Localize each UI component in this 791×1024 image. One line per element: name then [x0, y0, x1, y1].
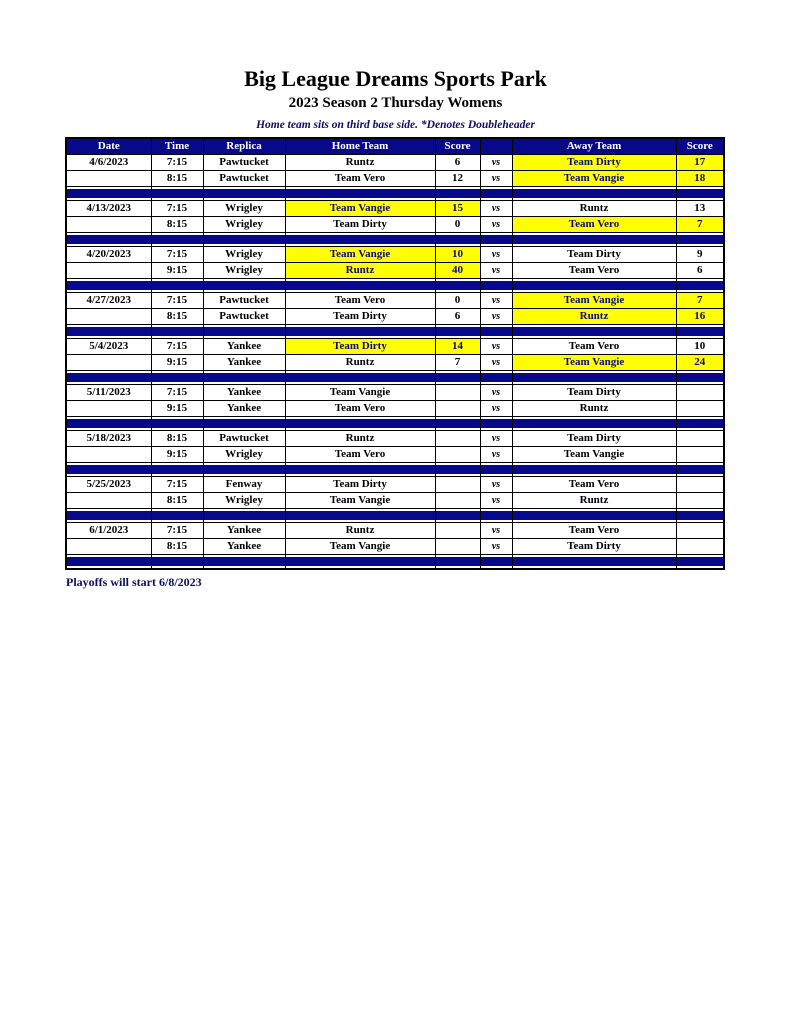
time-cell: 7:15 — [151, 477, 203, 493]
time-cell: 8:15 — [151, 309, 203, 325]
separator-cell — [66, 509, 151, 523]
game-row — [66, 309, 724, 325]
vs-label: vs — [480, 431, 512, 447]
col-header-away-score: Score — [676, 138, 724, 155]
separator-cell — [512, 509, 676, 523]
home-team-cell: Team Dirty — [285, 309, 435, 325]
vs-label: vs — [480, 447, 512, 463]
separator-row — [66, 233, 724, 247]
separator-cell — [480, 417, 512, 431]
separator-cell — [285, 279, 435, 293]
game-row — [66, 293, 724, 309]
vs-label: vs — [480, 339, 512, 355]
away-team-cell: Runtz — [512, 493, 676, 509]
away-team-cell: Team Vero — [512, 217, 676, 233]
separator-cell — [676, 233, 724, 247]
separator-cell — [66, 371, 151, 385]
home-score-cell: 12 — [435, 171, 480, 187]
date-cell — [66, 217, 151, 233]
replica-cell: Pawtucket — [203, 293, 285, 309]
away-team-cell: Team Dirty — [512, 155, 676, 171]
time-cell: 8:15 — [151, 171, 203, 187]
home-team-cell: Runtz — [285, 263, 435, 279]
away-score-cell — [676, 493, 724, 509]
replica-cell: Pawtucket — [203, 171, 285, 187]
time-cell: 9:15 — [151, 401, 203, 417]
game-row — [66, 431, 724, 447]
time-cell: 7:15 — [151, 293, 203, 309]
separator-cell — [512, 463, 676, 477]
separator-cell — [512, 371, 676, 385]
separator-row — [66, 509, 724, 523]
replica-cell: Wrigley — [203, 201, 285, 217]
game-row — [66, 447, 724, 463]
replica-cell: Pawtucket — [203, 431, 285, 447]
vs-label: vs — [480, 217, 512, 233]
home-team-cell: Team Vangie — [285, 539, 435, 555]
vs-label: vs — [480, 355, 512, 371]
separator-cell — [203, 417, 285, 431]
time-cell: 7:15 — [151, 385, 203, 401]
col-header-vs — [480, 138, 512, 155]
vs-label: vs — [480, 263, 512, 279]
vs-label: vs — [480, 293, 512, 309]
away-team-cell: Team Dirty — [512, 431, 676, 447]
home-team-cell: Team Vangie — [285, 493, 435, 509]
separator-cell — [480, 279, 512, 293]
home-team-cell: Runtz — [285, 155, 435, 171]
separator-cell — [435, 463, 480, 477]
home-score-cell: 40 — [435, 263, 480, 279]
date-cell — [66, 171, 151, 187]
home-team-cell: Team Vero — [285, 293, 435, 309]
separator-cell — [285, 233, 435, 247]
away-score-cell — [676, 477, 724, 493]
home-score-cell — [435, 493, 480, 509]
replica-cell: Wrigley — [203, 247, 285, 263]
home-team-cell: Runtz — [285, 431, 435, 447]
home-team-cell: Runtz — [285, 355, 435, 371]
home-team-cell: Team Vangie — [285, 201, 435, 217]
date-cell — [66, 447, 151, 463]
game-row — [66, 477, 724, 493]
home-score-cell: 10 — [435, 247, 480, 263]
away-score-cell: 16 — [676, 309, 724, 325]
away-team-cell: Team Dirty — [512, 539, 676, 555]
replica-cell: Pawtucket — [203, 155, 285, 171]
vs-label: vs — [480, 401, 512, 417]
time-cell: 8:15 — [151, 539, 203, 555]
game-row — [66, 385, 724, 401]
away-team-cell: Team Vero — [512, 263, 676, 279]
away-score-cell — [676, 401, 724, 417]
home-score-cell: 6 — [435, 309, 480, 325]
col-header-home-team: Home Team — [285, 138, 435, 155]
separator-cell — [435, 233, 480, 247]
separator-cell — [66, 187, 151, 201]
date-cell — [66, 309, 151, 325]
separator-cell — [285, 187, 435, 201]
away-team-cell: Team Vangie — [512, 293, 676, 309]
col-header-time: Time — [151, 138, 203, 155]
date-cell: 4/20/2023 — [66, 247, 151, 263]
home-score-cell: 6 — [435, 155, 480, 171]
replica-cell: Wrigley — [203, 263, 285, 279]
separator-cell — [151, 279, 203, 293]
separator-cell — [435, 279, 480, 293]
replica-cell: Pawtucket — [203, 309, 285, 325]
game-row — [66, 247, 724, 263]
away-score-cell — [676, 539, 724, 555]
vs-label: vs — [480, 171, 512, 187]
replica-cell: Yankee — [203, 523, 285, 539]
separator-cell — [435, 371, 480, 385]
separator-cell — [676, 555, 724, 569]
separator-cell — [512, 417, 676, 431]
playoffs-note: Playoffs will start 6/8/2023 — [66, 574, 202, 589]
home-team-cell: Team Vero — [285, 171, 435, 187]
separator-cell — [512, 233, 676, 247]
date-cell — [66, 493, 151, 509]
schedule-body — [66, 155, 724, 569]
separator-cell — [435, 555, 480, 569]
away-score-cell — [676, 385, 724, 401]
away-team-cell: Runtz — [512, 309, 676, 325]
separator-cell — [285, 325, 435, 339]
separator-cell — [676, 325, 724, 339]
home-score-cell: 7 — [435, 355, 480, 371]
separator-cell — [203, 325, 285, 339]
separator-cell — [203, 555, 285, 569]
separator-cell — [480, 509, 512, 523]
replica-cell: Yankee — [203, 401, 285, 417]
date-cell: 5/18/2023 — [66, 431, 151, 447]
date-cell — [66, 539, 151, 555]
separator-row — [66, 187, 724, 201]
separator-cell — [480, 463, 512, 477]
separator-cell — [435, 187, 480, 201]
separator-cell — [285, 509, 435, 523]
separator-cell — [151, 555, 203, 569]
away-score-cell: 7 — [676, 217, 724, 233]
col-header-replica: Replica — [203, 138, 285, 155]
game-row — [66, 493, 724, 509]
separator-row — [66, 279, 724, 293]
date-cell: 4/13/2023 — [66, 201, 151, 217]
game-row — [66, 355, 724, 371]
home-team-note: Home team sits on third base side. *Denotes Doubleheader — [256, 119, 535, 131]
home-score-cell: 0 — [435, 217, 480, 233]
game-row — [66, 401, 724, 417]
away-score-cell: 17 — [676, 155, 724, 171]
time-cell: 9:15 — [151, 263, 203, 279]
away-score-cell: 13 — [676, 201, 724, 217]
col-header-date: Date — [66, 138, 151, 155]
separator-cell — [151, 187, 203, 201]
separator-cell — [676, 463, 724, 477]
time-cell: 7:15 — [151, 201, 203, 217]
time-cell: 7:15 — [151, 523, 203, 539]
separator-cell — [151, 417, 203, 431]
game-row — [66, 339, 724, 355]
separator-cell — [66, 463, 151, 477]
home-team-cell: Team Vangie — [285, 385, 435, 401]
separator-cell — [285, 417, 435, 431]
vs-label: vs — [480, 155, 512, 171]
away-score-cell: 18 — [676, 171, 724, 187]
home-team-cell: Team Vero — [285, 447, 435, 463]
time-cell: 7:15 — [151, 155, 203, 171]
game-row — [66, 217, 724, 233]
separator-cell — [203, 509, 285, 523]
separator-cell — [151, 463, 203, 477]
away-score-cell — [676, 447, 724, 463]
time-cell: 9:15 — [151, 447, 203, 463]
page-title: Big League Dreams Sports Park — [244, 66, 547, 91]
away-score-cell: 10 — [676, 339, 724, 355]
home-score-cell — [435, 431, 480, 447]
vs-label: vs — [480, 247, 512, 263]
vs-label: vs — [480, 309, 512, 325]
home-score-cell — [435, 523, 480, 539]
time-cell: 8:15 — [151, 493, 203, 509]
date-cell: 5/4/2023 — [66, 339, 151, 355]
col-header-home-score: Score — [435, 138, 480, 155]
separator-cell — [151, 233, 203, 247]
replica-cell: Fenway — [203, 477, 285, 493]
home-score-cell — [435, 477, 480, 493]
away-team-cell: Team Vero — [512, 523, 676, 539]
replica-cell: Wrigley — [203, 493, 285, 509]
separator-cell — [676, 509, 724, 523]
separator-row — [66, 371, 724, 385]
replica-cell: Wrigley — [203, 447, 285, 463]
date-cell — [66, 263, 151, 279]
separator-cell — [203, 233, 285, 247]
away-team-cell: Team Vero — [512, 339, 676, 355]
replica-cell: Yankee — [203, 385, 285, 401]
separator-cell — [480, 233, 512, 247]
home-score-cell — [435, 385, 480, 401]
away-team-cell: Team Vangie — [512, 447, 676, 463]
home-score-cell: 0 — [435, 293, 480, 309]
separator-cell — [66, 233, 151, 247]
home-team-cell: Team Vangie — [285, 247, 435, 263]
separator-cell — [480, 187, 512, 201]
game-row — [66, 539, 724, 555]
time-cell: 8:15 — [151, 431, 203, 447]
game-row — [66, 201, 724, 217]
separator-row — [66, 463, 724, 477]
separator-cell — [151, 325, 203, 339]
header-row — [66, 138, 724, 155]
separator-row — [66, 417, 724, 431]
home-team-cell: Team Dirty — [285, 217, 435, 233]
separator-cell — [285, 371, 435, 385]
away-team-cell: Team Vangie — [512, 171, 676, 187]
separator-cell — [480, 371, 512, 385]
separator-cell — [512, 555, 676, 569]
separator-cell — [66, 417, 151, 431]
time-cell: 7:15 — [151, 247, 203, 263]
vs-label: vs — [480, 493, 512, 509]
away-team-cell: Team Vero — [512, 477, 676, 493]
replica-cell: Yankee — [203, 355, 285, 371]
away-team-cell: Runtz — [512, 201, 676, 217]
page-subtitle: 2023 Season 2 Thursday Womens — [288, 95, 503, 111]
vs-label: vs — [480, 201, 512, 217]
vs-label: vs — [480, 523, 512, 539]
away-team-cell: Team Dirty — [512, 385, 676, 401]
away-team-cell: Team Vangie — [512, 355, 676, 371]
separator-cell — [285, 463, 435, 477]
separator-cell — [203, 463, 285, 477]
game-row — [66, 171, 724, 187]
date-cell: 5/11/2023 — [66, 385, 151, 401]
separator-cell — [676, 279, 724, 293]
separator-row — [66, 325, 724, 339]
separator-cell — [66, 279, 151, 293]
separator-cell — [203, 279, 285, 293]
away-score-cell — [676, 523, 724, 539]
separator-cell — [435, 417, 480, 431]
away-score-cell — [676, 431, 724, 447]
time-cell: 7:15 — [151, 339, 203, 355]
game-row — [66, 155, 724, 171]
time-cell: 9:15 — [151, 355, 203, 371]
separator-cell — [151, 371, 203, 385]
home-team-cell: Team Vero — [285, 401, 435, 417]
home-team-cell: Team Dirty — [285, 339, 435, 355]
schedule-table — [65, 137, 725, 570]
date-cell — [66, 355, 151, 371]
date-cell: 6/1/2023 — [66, 523, 151, 539]
separator-cell — [66, 325, 151, 339]
home-team-cell: Runtz — [285, 523, 435, 539]
separator-cell — [285, 555, 435, 569]
game-row — [66, 263, 724, 279]
home-score-cell: 14 — [435, 339, 480, 355]
separator-cell — [435, 325, 480, 339]
vs-label: vs — [480, 539, 512, 555]
date-cell — [66, 401, 151, 417]
separator-cell — [480, 555, 512, 569]
home-score-cell — [435, 401, 480, 417]
vs-label: vs — [480, 385, 512, 401]
replica-cell: Wrigley — [203, 217, 285, 233]
separator-cell — [512, 187, 676, 201]
separator-cell — [512, 279, 676, 293]
separator-cell — [203, 187, 285, 201]
date-cell: 5/25/2023 — [66, 477, 151, 493]
separator-cell — [676, 417, 724, 431]
vs-label: vs — [480, 477, 512, 493]
away-score-cell: 24 — [676, 355, 724, 371]
separator-cell — [676, 187, 724, 201]
separator-cell — [676, 371, 724, 385]
date-cell: 4/27/2023 — [66, 293, 151, 309]
away-score-cell: 9 — [676, 247, 724, 263]
away-team-cell: Team Dirty — [512, 247, 676, 263]
separator-cell — [512, 325, 676, 339]
col-header-away-team: Away Team — [512, 138, 676, 155]
away-team-cell: Runtz — [512, 401, 676, 417]
time-cell: 8:15 — [151, 217, 203, 233]
date-cell: 4/6/2023 — [66, 155, 151, 171]
separator-row — [66, 555, 724, 569]
home-score-cell — [435, 447, 480, 463]
away-score-cell: 7 — [676, 293, 724, 309]
replica-cell: Yankee — [203, 539, 285, 555]
separator-cell — [66, 555, 151, 569]
separator-cell — [203, 371, 285, 385]
home-score-cell: 15 — [435, 201, 480, 217]
separator-cell — [151, 509, 203, 523]
away-score-cell: 6 — [676, 263, 724, 279]
separator-cell — [480, 325, 512, 339]
separator-cell — [435, 509, 480, 523]
home-score-cell — [435, 539, 480, 555]
game-row — [66, 523, 724, 539]
replica-cell: Yankee — [203, 339, 285, 355]
home-team-cell: Team Dirty — [285, 477, 435, 493]
